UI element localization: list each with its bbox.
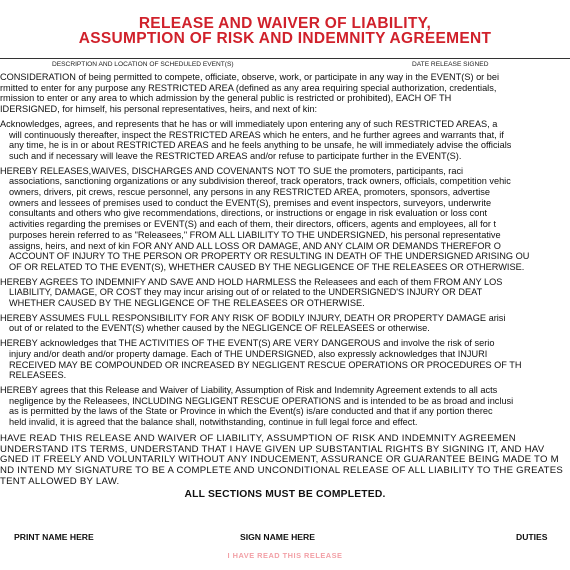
paragraph-line: CONSIDERATION of being permitted to compete, officiate, observe, work, or participate in any way in the EVENT(S) or bei xyxy=(0,72,500,82)
paragraph-line: injury and/or death and/or property damage. Each of THE UNDERSIGNED, also expressly acknowledges that INJURI xyxy=(9,348,488,359)
acknowledgement-line: GNED IT FREELY AND VOLUNTARILY WITHOUT ANY INDUCEMENT, ASSURANCE OR GUARANTEE BEING MADE TO M xyxy=(0,454,559,466)
paragraph-line: owners, drivers, pit crews, rescue personnel, any persons in any RESTRICTED AREA, promoters, sponsors, advertise xyxy=(9,187,491,198)
paragraph-line: held invalid, it is agreed that the balance shall, notwithstanding, continue in full legal force and effect. xyxy=(9,417,418,428)
paragraph-line: HEREBY RELEASES,WAIVES, DISCHARGES AND COVENANTS NOT TO SUE the promoters, participants, raci xyxy=(0,165,464,176)
duties-column-header: DUTIES xyxy=(516,532,548,542)
paragraph-line: assigns, heirs, and next of kin FOR ANY AND ALL LOSS OR DAMAGE, AND ANY CLAIM OR DEMANDS THEREFOR O xyxy=(9,240,501,251)
date-signed-label: DATE RELEASE SIGNED xyxy=(412,61,489,68)
agreement-body xyxy=(0,72,570,432)
paragraph-line: activities regarding the premises or EVENT(S) and each of them, their directors, officers, agents and employees, all for t xyxy=(9,219,496,230)
sign-name-column-header: SIGN NAME HERE xyxy=(240,532,315,542)
event-date-rule xyxy=(0,58,570,59)
paragraph-line: RECEIVED MAY BE COMPOUNDED OR INCREASED BY NEGLIGENT RESCUE OPERATIONS OR PROCEDURES OF TH xyxy=(9,359,522,370)
paragraph-line: will continuously thereafter, inspect the RESTRICTED AREAS which he enters, and he further agrees and warrants that, if xyxy=(9,129,504,140)
paragraph-indemnify xyxy=(0,277,570,309)
print-name-column-header: PRINT NAME HERE xyxy=(14,532,94,542)
acknowledgement-line: TENT ALLOWED BY LAW. xyxy=(0,475,120,487)
paragraph-line: as is permitted by the laws of the State or Province in which the Event(s) is/are conducted and that if any portion therec xyxy=(9,406,493,417)
paragraph-line: RELEASEES. xyxy=(9,370,67,381)
paragraph-line: IDERSIGNED, for himself, his personal representatives, heirs, and next of kin: xyxy=(0,104,318,115)
paragraph-line: HEREBY agrees that this Release and Waiver of Liability, Assumption of Risk and Indemnity Agreement extends to all acts xyxy=(0,384,498,395)
read-release-footer: I HAVE READ THIS RELEASE xyxy=(227,551,343,560)
paragraph-line: HEREBY ASSUMES FULL RESPONSIBILITY FOR ANY RISK OF BODILY INJURY, DEATH OR PROPERTY DAMAGE arisi xyxy=(0,312,506,323)
paragraph-line: purposes herein referred to as "Releasees," FROM ALL LIABILITY TO THE UNDERSIGNED, his personal representative xyxy=(9,229,501,240)
paragraph-line: out of or related to the EVENT(S) whether caused by the NEGLIGENCE OF RELEASEES or otherwise. xyxy=(9,323,430,334)
paragraph-line: rmitted to enter for any purpose any RESTRICTED AREA (defined as any area requiring special authorization, credentials, xyxy=(0,82,497,93)
paragraph-line: such and if necessary will leave the RESTRICTED AREAS and/or refuse to participate further in the EVENT(S). xyxy=(9,150,462,161)
paragraph-line: negligence by the Releasees, INCLUDING NEGLIGENT RESCUE OPERATIONS and is intended to be as broad and inclusi xyxy=(9,395,514,406)
document-title-line-2: ASSUMPTION OF RISK AND INDEMNITY AGREEMENT xyxy=(78,30,492,47)
acknowledgement-line: UNDERSTAND ITS TERMS, UNDERSTAND THAT I HAVE GIVEN UP SUBSTANTIAL RIGHTS BY SIGNING IT, AND HAV xyxy=(0,443,545,455)
paragraph-releases xyxy=(0,166,570,273)
paragraph-line: ACCOUNT OF INJURY TO THE PERSON OR PROPERTY OR RESULTING IN DEATH OF THE UNDERSIGNED ARISING OU xyxy=(9,251,530,262)
paragraph-assumes-responsibility xyxy=(0,313,570,334)
paragraph-line: LIABILITY, DAMAGE, OR COST they may incur arising out of or related to the UNDERSIGNED'S INJURY OR DEAT xyxy=(9,287,483,298)
event-description-label: DESCRIPTION AND LOCATION OF SCHEDULED EVENT(S) xyxy=(52,61,234,68)
acknowledgement-statement xyxy=(0,434,570,488)
paragraph-line: owners and lessees of premises used to conduct the EVENT(S), premises and event inspectors, surveyors, underwrite xyxy=(9,197,492,208)
paragraph-line: HEREBY acknowledges that THE ACTIVITIES OF THE EVENT(S) ARE VERY DANGEROUS and involve the risk of serio xyxy=(0,338,495,349)
paragraph-line: WHETHER CAUSED BY THE NEGLIGENCE OF THE RELEASEES OR OTHERWISE. xyxy=(9,298,365,309)
paragraph-line: consultants and others who give recommendations, directions, or instructions or engage in risk evaluation or loss cont xyxy=(9,208,488,219)
paragraph-line: rmission to enter or any area to which admission by the general public is restricted or prohibited), EACH OF TH xyxy=(0,93,452,104)
paragraph-line: any time, he is in or about RESTRICTED AREAS and he feels anything to be unsafe, he will immediately advise the officials xyxy=(9,140,512,151)
acknowledgement-line: HAVE READ THIS RELEASE AND WAIVER OF LIABILITY, ASSUMPTION OF RISK AND INDEMNITY AGREEMEN xyxy=(0,433,516,444)
paragraph-acknowledges xyxy=(0,119,570,162)
paragraph-line: associations, sanctioning organizations or any subdivision thereof, track operators, track owners, officials, competition vehic xyxy=(9,176,511,187)
paragraph-line: OF OR RELATED TO THE EVENT(S), WHETHER CAUSED BY THE NEGLIGENCE OF THE RELEASEES OR OTHERWISE. xyxy=(9,261,525,272)
paragraph-line: Acknowledges, agrees, and represents that he has or will immediately upon entering any of such RESTRICTED AREAS, a xyxy=(0,118,498,129)
acknowledgement-line: ND INTEND MY SIGNATURE TO BE A COMPLETE AND UNCONDITIONAL RELEASE OF ALL LIABILITY TO THE GREATES xyxy=(0,465,564,477)
paragraph-line: HEREBY AGREES TO INDEMNIFY AND SAVE AND HOLD HARMLESS the Releasees and each of them FROM ANY LOS xyxy=(0,276,503,287)
paragraph-dangerous-activities xyxy=(0,338,570,381)
paragraph-consideration xyxy=(0,72,570,115)
all-sections-required-notice: ALL SECTIONS MUST BE COMPLETED. xyxy=(184,489,386,500)
paragraph-scope xyxy=(0,385,570,428)
document-title-line-1: RELEASE AND WAIVER OF LIABILITY, xyxy=(138,15,432,32)
